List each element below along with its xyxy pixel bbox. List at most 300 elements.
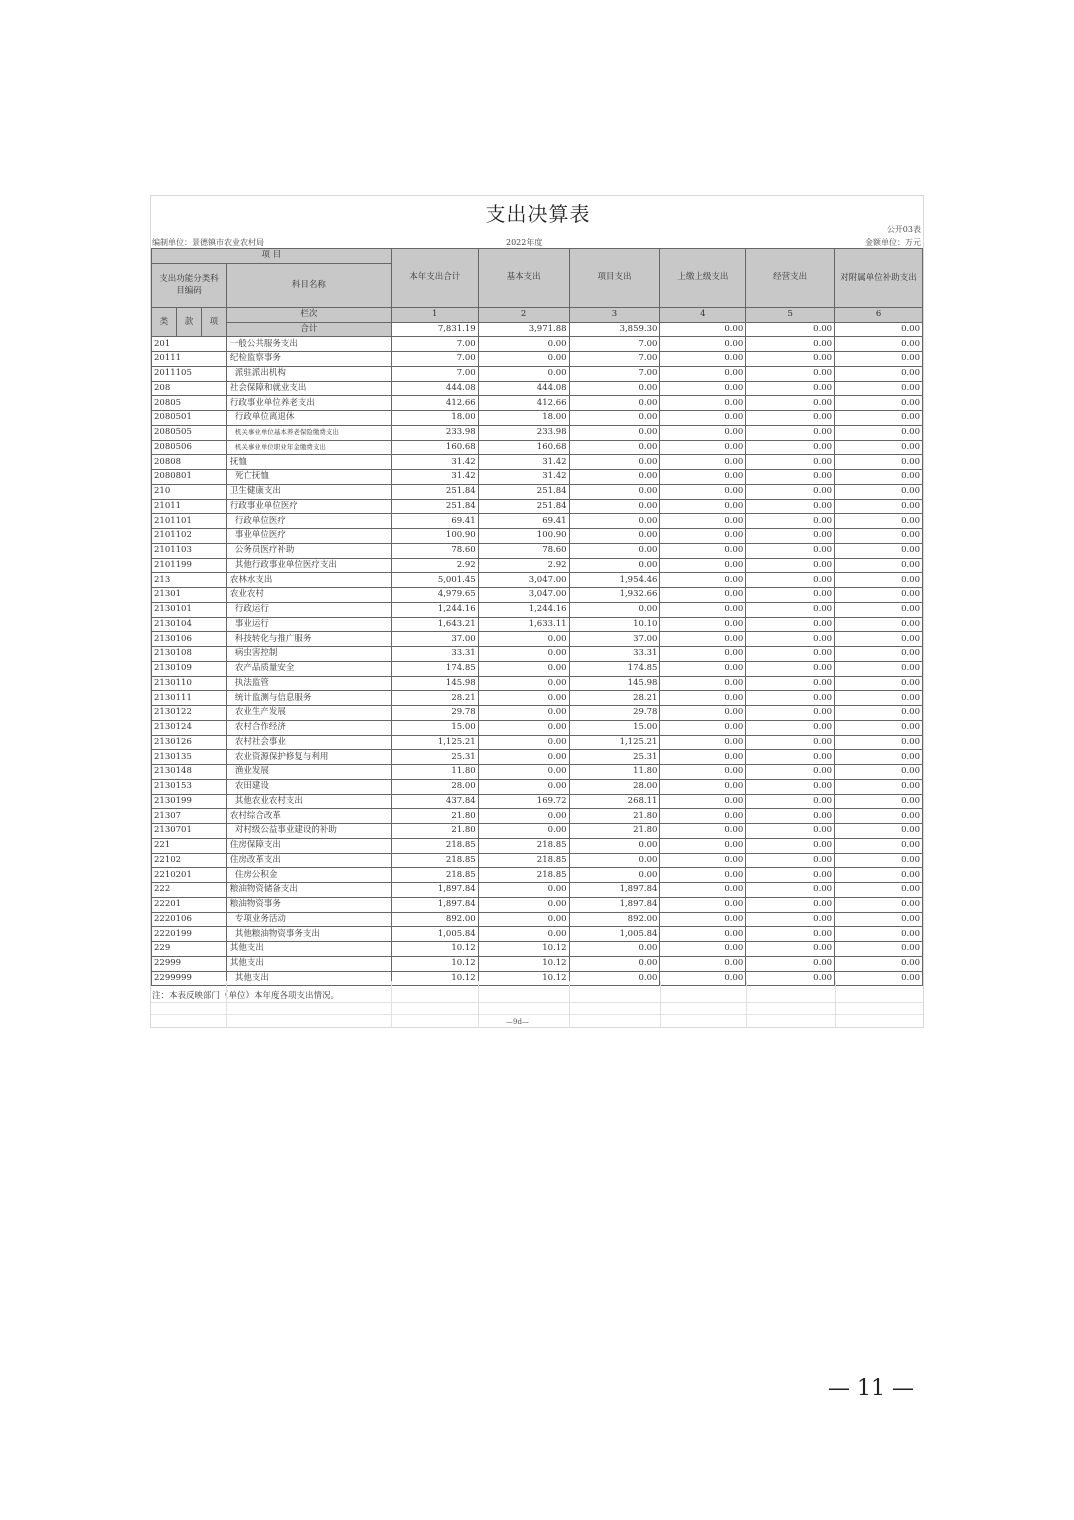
- header-func-code: 支出功能分类科目编码: [152, 263, 227, 307]
- amount-cell: 18.00: [391, 411, 478, 426]
- subject-name: 其他粮油物资事务支出: [226, 927, 391, 942]
- header-item: 项 目: [152, 249, 392, 264]
- table-row: [152, 381, 923, 396]
- amount-cell: 0.00: [835, 425, 923, 440]
- amount-cell: 0.00: [746, 499, 835, 514]
- grid-divider: [746, 981, 747, 1028]
- page-number: — 11 —: [828, 1376, 914, 1401]
- amount-cell: 0.00: [835, 573, 923, 588]
- amount-cell: 0.00: [835, 632, 923, 647]
- table-row: [152, 883, 923, 898]
- amount-cell: 0.00: [569, 499, 660, 514]
- amount-cell: 0.00: [746, 927, 835, 942]
- amount-cell: 0.00: [835, 765, 923, 780]
- amount-cell: 0.00: [569, 411, 660, 426]
- function-code: 20808: [152, 455, 227, 470]
- amount-cell: 145.98: [391, 676, 478, 691]
- function-code: 2130122: [152, 706, 227, 721]
- header-col-project: 项目支出: [569, 249, 660, 308]
- function-code: 2011105: [152, 366, 227, 381]
- amount-cell: 251.84: [391, 499, 478, 514]
- amount-cell: 251.84: [391, 484, 478, 499]
- sheet-title: 支出决算表: [485, 202, 591, 226]
- grid-divider: [835, 981, 836, 1028]
- amount-cell: 0.00: [746, 514, 835, 529]
- amount-cell: 0.00: [660, 484, 746, 499]
- amount-cell: 0.00: [746, 425, 835, 440]
- amount-cell: 0.00: [660, 425, 746, 440]
- amount-cell: 0.00: [660, 794, 746, 809]
- subject-name: 其他支出: [226, 942, 391, 957]
- table-row: [152, 956, 923, 971]
- amount-cell: 0.00: [746, 588, 835, 603]
- subject-name: 死亡抚恤: [226, 470, 391, 485]
- amount-cell: 0.00: [660, 632, 746, 647]
- subject-name: 农村合作经济: [226, 720, 391, 735]
- amount-cell: 0.00: [835, 558, 923, 573]
- amount-cell: 1,005.84: [569, 927, 660, 942]
- amount-cell: 0.00: [835, 706, 923, 721]
- function-code: 2130701: [152, 824, 227, 839]
- amount-cell: 0.00: [569, 853, 660, 868]
- amount-cell: 0.00: [835, 396, 923, 411]
- subject-name: 派驻派出机构: [226, 366, 391, 381]
- amount-cell: 233.98: [391, 425, 478, 440]
- function-code: 21011: [152, 499, 227, 514]
- amount-cell: 0.00: [569, 956, 660, 971]
- amount-cell: 28.00: [569, 779, 660, 794]
- table-row: [152, 647, 923, 662]
- amount-cell: 1,897.84: [391, 897, 478, 912]
- amount-cell: 0.00: [660, 396, 746, 411]
- amount-cell: 0.00: [660, 647, 746, 662]
- amount-cell: 0.00: [660, 499, 746, 514]
- header-lanci: 栏次: [226, 307, 391, 322]
- amount-cell: 0.00: [478, 661, 569, 676]
- function-code: 2080501: [152, 411, 227, 426]
- amount-cell: 21.80: [569, 809, 660, 824]
- amount-cell: 0.00: [835, 381, 923, 396]
- amount-cell: 268.11: [569, 794, 660, 809]
- subject-name: 行政事业单位养老支出: [226, 396, 391, 411]
- function-code: 201: [152, 337, 227, 352]
- amount-cell: 0.00: [835, 647, 923, 662]
- amount-cell: 15.00: [569, 720, 660, 735]
- amount-cell: 0.00: [660, 824, 746, 839]
- amount-cell: 169.72: [478, 794, 569, 809]
- amount-cell: 0.00: [569, 971, 660, 986]
- amount-cell: 0.00: [478, 765, 569, 780]
- expenditure-sheet: [150, 195, 924, 1028]
- subject-name: 对村级公益事业建设的补助: [226, 824, 391, 839]
- amount-cell: 0.00: [746, 352, 835, 367]
- subject-name: 行政单位医疗: [226, 514, 391, 529]
- amount-cell: 1,125.21: [391, 735, 478, 750]
- amount-cell: 0.00: [660, 617, 746, 632]
- amount-cell: 0.00: [478, 824, 569, 839]
- amount-cell: 0.00: [478, 735, 569, 750]
- table-row: [152, 484, 923, 499]
- amount-cell: 0.00: [569, 470, 660, 485]
- function-code: 20111: [152, 352, 227, 367]
- amount-cell: 0.00: [569, 381, 660, 396]
- amount-cell: 0.00: [835, 411, 923, 426]
- amount-cell: 0.00: [569, 838, 660, 853]
- amount-cell: 0.00: [660, 838, 746, 853]
- amount-cell: 0.00: [835, 809, 923, 824]
- function-code: 2130135: [152, 750, 227, 765]
- amount-cell: 0.00: [478, 912, 569, 927]
- table-row: [152, 765, 923, 780]
- subject-name: 其他支出: [226, 971, 391, 986]
- grid-divider: [226, 981, 227, 1028]
- subject-name: 统计监测与信息服务: [226, 691, 391, 706]
- amount-cell: 10.10: [569, 617, 660, 632]
- amount-cell: 0.00: [746, 838, 835, 853]
- fiscal-year: 2022年度: [506, 238, 543, 247]
- table-row: [152, 912, 923, 927]
- subject-name: 农田建设: [226, 779, 391, 794]
- amount-cell: 0.00: [746, 543, 835, 558]
- subject-name: 一般公共服务支出: [226, 337, 391, 352]
- amount-cell: 0.00: [746, 440, 835, 455]
- amount-cell: 0.00: [746, 558, 835, 573]
- table-row: [152, 632, 923, 647]
- amount-cell: 0.00: [569, 455, 660, 470]
- table-row: [152, 809, 923, 824]
- amount-cell: 1,244.16: [478, 602, 569, 617]
- amount-cell: 0.00: [569, 425, 660, 440]
- amount-cell: 892.00: [569, 912, 660, 927]
- subject-name: 抚恤: [226, 455, 391, 470]
- amount-cell: 0.00: [746, 366, 835, 381]
- subject-name: 社会保障和就业支出: [226, 381, 391, 396]
- amount-cell: 0.00: [569, 868, 660, 883]
- header-col-business: 经营支出: [746, 249, 835, 308]
- amount-cell: 412.66: [478, 396, 569, 411]
- amount-cell: 892.00: [391, 912, 478, 927]
- table-row: [152, 691, 923, 706]
- amount-cell: 0.00: [478, 897, 569, 912]
- subject-name: 住房改革支出: [226, 853, 391, 868]
- amount-cell: 0.00: [660, 956, 746, 971]
- function-code: 221: [152, 838, 227, 853]
- subject-name: 其他农业农村支出: [226, 794, 391, 809]
- amount-cell: 0.00: [660, 337, 746, 352]
- amount-cell: 251.84: [478, 484, 569, 499]
- amount-cell: 69.41: [478, 514, 569, 529]
- grid-divider: [478, 981, 479, 1028]
- amount-cell: 0.00: [478, 647, 569, 662]
- amount-cell: 0.00: [835, 868, 923, 883]
- table-row: [152, 661, 923, 676]
- function-code: 2220106: [152, 912, 227, 927]
- subject-name: 科技转化与推广服务: [226, 632, 391, 647]
- amount-cell: 0.00: [746, 750, 835, 765]
- amount-cell: 1,897.84: [569, 897, 660, 912]
- amount-cell: 21.80: [569, 824, 660, 839]
- amount-cell: 7.00: [391, 337, 478, 352]
- amount-cell: 0.00: [478, 366, 569, 381]
- amount-cell: 0.00: [746, 455, 835, 470]
- table-row: [152, 735, 923, 750]
- subject-name: 粮油物资事务: [226, 897, 391, 912]
- amount-cell: 0.00: [660, 588, 746, 603]
- amount-cell: 0.00: [746, 676, 835, 691]
- amount-cell: 0.00: [660, 352, 746, 367]
- subject-name: 纪检监察事务: [226, 352, 391, 367]
- amount-cell: 0.00: [746, 706, 835, 721]
- amount-cell: 0.00: [835, 602, 923, 617]
- function-code: 229: [152, 942, 227, 957]
- subject-name: 病虫害控制: [226, 647, 391, 662]
- amount-cell: 0.00: [660, 529, 746, 544]
- amount-cell: 0.00: [660, 735, 746, 750]
- amount-cell: 0.00: [746, 868, 835, 883]
- amount-cell: 0.00: [746, 411, 835, 426]
- function-code: 2130109: [152, 661, 227, 676]
- table-row: [152, 853, 923, 868]
- amount-cell: 0.00: [835, 499, 923, 514]
- amount-cell: 11.80: [569, 765, 660, 780]
- amount-cell: 1,633.11: [478, 617, 569, 632]
- amount-cell: 0.00: [569, 396, 660, 411]
- amount-cell: 4,979.65: [391, 588, 478, 603]
- function-code: 22999: [152, 956, 227, 971]
- function-code: 2080506: [152, 440, 227, 455]
- amount-cell: 0.00: [835, 720, 923, 735]
- amount-cell: 0.00: [660, 381, 746, 396]
- amount-cell: 0.00: [660, 706, 746, 721]
- table-row: [152, 779, 923, 794]
- amount-cell: 0.00: [835, 824, 923, 839]
- col-number-4: 4: [660, 307, 746, 322]
- amount-cell: 28.21: [569, 691, 660, 706]
- amount-cell: 29.78: [569, 706, 660, 721]
- subject-name: 农业资源保护修复与利用: [226, 750, 391, 765]
- table-row: [152, 425, 923, 440]
- amount-cell: 0.00: [660, 691, 746, 706]
- function-code: 20805: [152, 396, 227, 411]
- amount-cell: 69.41: [391, 514, 478, 529]
- amount-cell: 0.00: [660, 558, 746, 573]
- amount-cell: 0.00: [660, 440, 746, 455]
- amount-cell: 0.00: [478, 691, 569, 706]
- amount-cell: 218.85: [391, 868, 478, 883]
- amount-cell: 0.00: [835, 617, 923, 632]
- amount-cell: 0.00: [746, 470, 835, 485]
- amount-cell: 0.00: [478, 632, 569, 647]
- amount-cell: 0.00: [746, 912, 835, 927]
- amount-cell: 1,897.84: [391, 883, 478, 898]
- total-value: 0.00: [835, 322, 923, 337]
- amount-cell: 10.12: [391, 971, 478, 986]
- amount-cell: 0.00: [478, 809, 569, 824]
- total-value: 7,831.19: [391, 322, 478, 337]
- amount-cell: 10.12: [478, 942, 569, 957]
- amount-cell: 0.00: [746, 809, 835, 824]
- amount-cell: 174.85: [391, 661, 478, 676]
- amount-cell: 0.00: [835, 366, 923, 381]
- amount-cell: 0.00: [746, 617, 835, 632]
- amount-cell: 0.00: [835, 794, 923, 809]
- table-code: 公开03表: [886, 225, 921, 234]
- table-row: [152, 366, 923, 381]
- amount-cell: 0.00: [746, 632, 835, 647]
- function-code: 22102: [152, 853, 227, 868]
- function-code: 2130126: [152, 735, 227, 750]
- amount-cell: 0.00: [835, 927, 923, 942]
- amount-cell: 0.00: [835, 543, 923, 558]
- function-code: 210: [152, 484, 227, 499]
- grid-divider: [569, 981, 570, 1028]
- amount-cell: 78.60: [478, 543, 569, 558]
- function-code: 2130106: [152, 632, 227, 647]
- amount-cell: 0.00: [835, 883, 923, 898]
- amount-cell: 412.66: [391, 396, 478, 411]
- function-code: 2130111: [152, 691, 227, 706]
- amount-cell: 0.00: [660, 809, 746, 824]
- amount-cell: 0.00: [835, 440, 923, 455]
- amount-cell: 218.85: [391, 853, 478, 868]
- amount-cell: 251.84: [478, 499, 569, 514]
- amount-cell: 10.12: [391, 942, 478, 957]
- table-row: [152, 971, 923, 986]
- amount-cell: 0.00: [835, 750, 923, 765]
- table-row: [152, 543, 923, 558]
- total-value: 0.00: [660, 322, 746, 337]
- function-code: 2130148: [152, 765, 227, 780]
- amount-cell: 0.00: [835, 779, 923, 794]
- table-row: [152, 617, 923, 632]
- amount-cell: 0.00: [746, 794, 835, 809]
- amount-cell: 0.00: [660, 514, 746, 529]
- amount-cell: 1,244.16: [391, 602, 478, 617]
- amount-cell: 0.00: [660, 883, 746, 898]
- subject-name: 行政单位离退休: [226, 411, 391, 426]
- amount-cell: 18.00: [478, 411, 569, 426]
- amount-cell: 0.00: [569, 514, 660, 529]
- total-row: [152, 322, 923, 337]
- table-row: [152, 676, 923, 691]
- table-row: [152, 470, 923, 485]
- subject-name: 农村综合改革: [226, 809, 391, 824]
- amount-cell: 33.31: [391, 647, 478, 662]
- grid-divider: [391, 981, 392, 1028]
- amount-cell: 0.00: [746, 337, 835, 352]
- amount-cell: 0.00: [835, 661, 923, 676]
- subject-name: 执法监管: [226, 676, 391, 691]
- amount-cell: 0.00: [746, 897, 835, 912]
- subject-name: 机关事业单位职业年金缴费支出: [226, 440, 391, 455]
- amount-cell: 10.12: [478, 971, 569, 986]
- function-code: 2210201: [152, 868, 227, 883]
- amount-cell: 0.00: [660, 720, 746, 735]
- subject-name: 行政事业单位医疗: [226, 499, 391, 514]
- table-row: [152, 337, 923, 352]
- col-number-6: 6: [835, 307, 923, 322]
- subject-name: 住房保障支出: [226, 838, 391, 853]
- subject-name: 渔业发展: [226, 765, 391, 780]
- amount-cell: 218.85: [478, 853, 569, 868]
- table-row: [152, 558, 923, 573]
- header-lei: 类: [152, 307, 177, 337]
- amount-cell: 0.00: [835, 470, 923, 485]
- table-row: [152, 927, 923, 942]
- amount-cell: 0.00: [835, 352, 923, 367]
- table-row: [152, 897, 923, 912]
- function-code: 2101103: [152, 543, 227, 558]
- table-row: [152, 750, 923, 765]
- amount-cell: 7.00: [569, 352, 660, 367]
- amount-cell: 0.00: [746, 396, 835, 411]
- amount-cell: 0.00: [746, 573, 835, 588]
- table-row: [152, 529, 923, 544]
- col-number-3: 3: [569, 307, 660, 322]
- table-row: [152, 706, 923, 721]
- table-row: [152, 396, 923, 411]
- amount-cell: 0.00: [746, 971, 835, 986]
- function-code: 208: [152, 381, 227, 396]
- function-code: 2130108: [152, 647, 227, 662]
- amount-cell: 0.00: [569, 529, 660, 544]
- amount-cell: 0.00: [746, 735, 835, 750]
- amount-cell: 1,897.84: [569, 883, 660, 898]
- header-col-total: 本年支出合计: [391, 249, 478, 308]
- subject-name: 其他行政事业单位医疗支出: [226, 558, 391, 573]
- amount-cell: 0.00: [746, 883, 835, 898]
- amount-cell: 0.00: [478, 883, 569, 898]
- amount-cell: 0.00: [660, 897, 746, 912]
- amount-cell: 21.80: [391, 809, 478, 824]
- amount-cell: 444.08: [478, 381, 569, 396]
- amount-cell: 0.00: [835, 691, 923, 706]
- amount-cell: 3,047.00: [478, 573, 569, 588]
- table-row: [152, 514, 923, 529]
- amount-cell: 0.00: [660, 455, 746, 470]
- amount-cell: 0.00: [478, 706, 569, 721]
- amount-cell: 25.31: [391, 750, 478, 765]
- header-xiang: 项: [201, 307, 226, 337]
- amount-cell: 0.00: [746, 484, 835, 499]
- amount-cell: 0.00: [746, 720, 835, 735]
- amount-cell: 218.85: [391, 838, 478, 853]
- col-number-1: 1: [391, 307, 478, 322]
- amount-cell: 0.00: [746, 824, 835, 839]
- amount-cell: 25.31: [569, 750, 660, 765]
- header-col-basic: 基本支出: [478, 249, 569, 308]
- amount-cell: 0.00: [835, 337, 923, 352]
- amount-cell: 0.00: [660, 942, 746, 957]
- amount-cell: 0.00: [660, 779, 746, 794]
- amount-cell: 0.00: [835, 676, 923, 691]
- amount-cell: 31.42: [391, 455, 478, 470]
- function-code: 2220199: [152, 927, 227, 942]
- amount-cell: 11.80: [391, 765, 478, 780]
- amount-cell: 0.00: [569, 484, 660, 499]
- amount-cell: 145.98: [569, 676, 660, 691]
- amount-unit: 金额单位：万元: [865, 238, 921, 247]
- inner-page-number: —9d—: [506, 1018, 529, 1026]
- amount-cell: 0.00: [569, 942, 660, 957]
- amount-cell: 0.00: [478, 352, 569, 367]
- amount-cell: 1,932.66: [569, 588, 660, 603]
- amount-cell: 0.00: [746, 765, 835, 780]
- subject-name: 农产品质量安全: [226, 661, 391, 676]
- table-row: [152, 602, 923, 617]
- table-row: [152, 411, 923, 426]
- function-code: 22201: [152, 897, 227, 912]
